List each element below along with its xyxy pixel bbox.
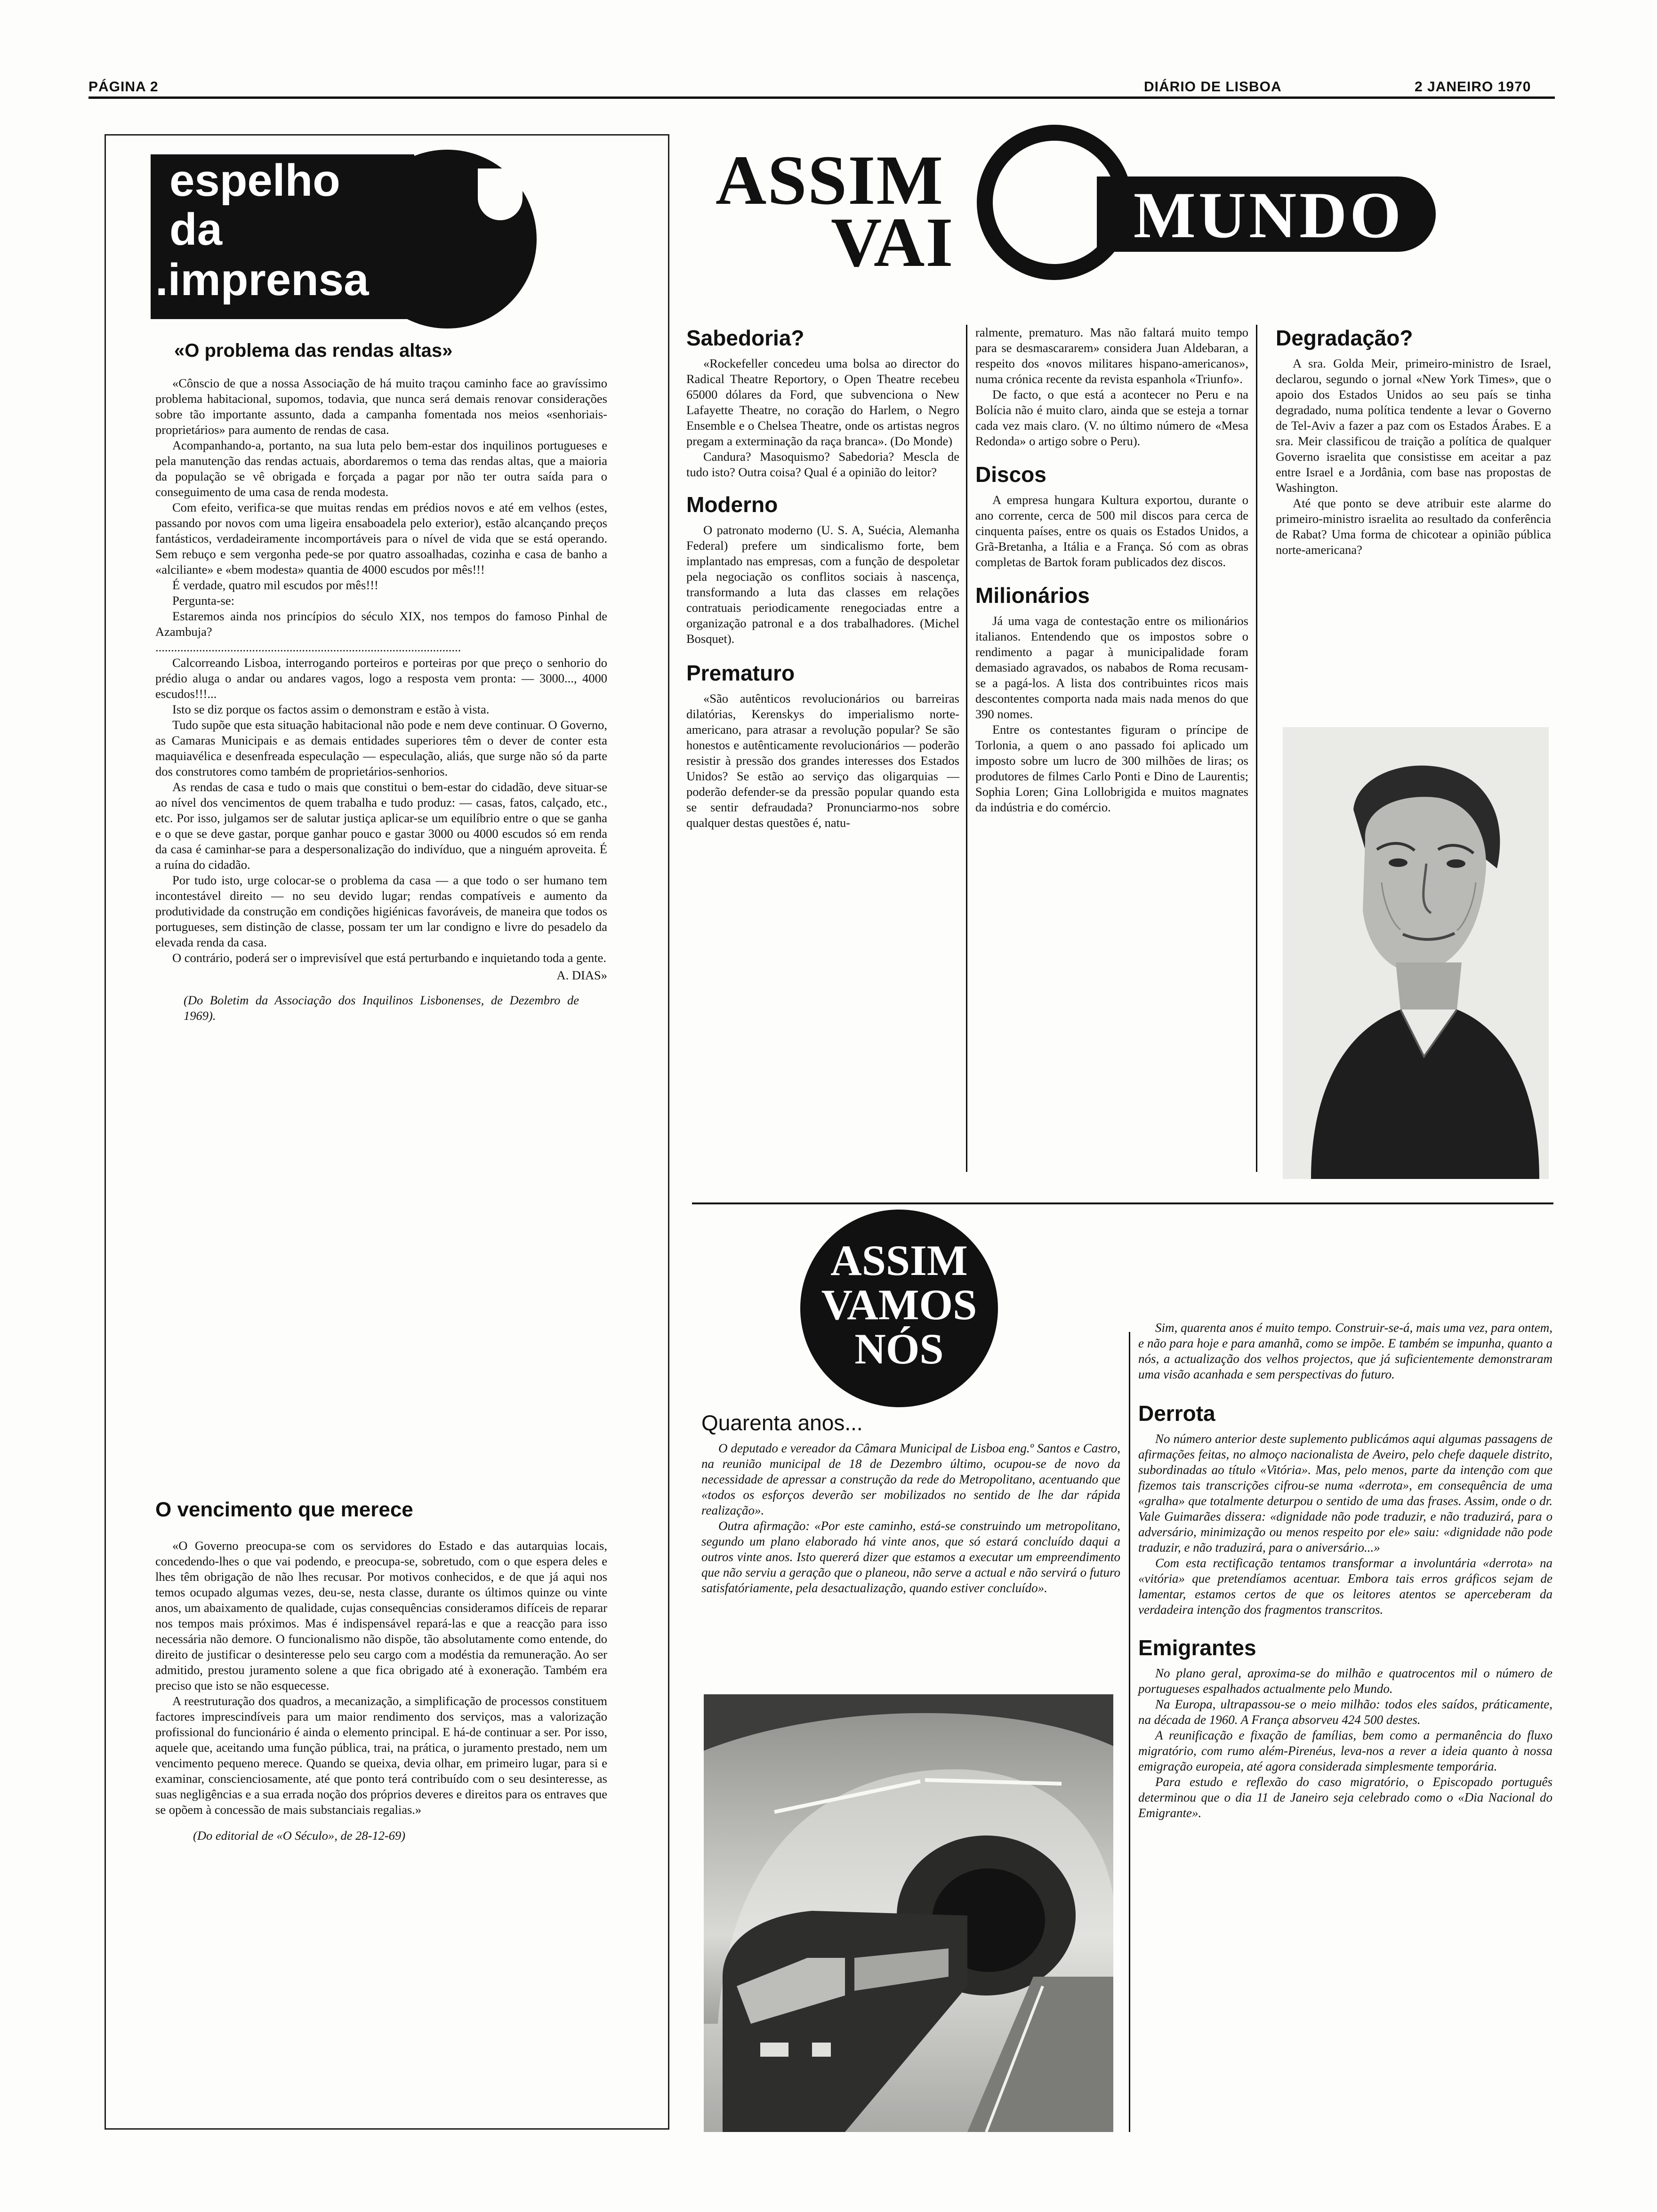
paragraph: É verdade, quatro mil escudos por mês!!! xyxy=(172,578,378,592)
paragraph: Na Europa, ultrapassou-se o meio milhão: todos eles saídos, práticamente, na década de 1960. A França absorveu 424 500 destes. xyxy=(1138,1697,1552,1727)
metro-station-photo xyxy=(704,1694,1113,2132)
paragraph: Sim, quarenta anos é muito tempo. Construir-se-á, mais uma vez, para ontem, e não para hoje e para amanhã, como se impõe. E também se impunha, quanto a nós, a actualização dos velhos projectos, que já suficientemente demonstraram uma visão acanhada e sem perspectivas do futuro. xyxy=(1138,1321,1552,1381)
article-source: (Do Boletim da Associação dos Inquilinos Lisbonenses, de Dezembro de 1969). xyxy=(184,993,579,1023)
article-vencimento xyxy=(155,1497,607,1843)
paragraph: Entre os contestantes figuram o príncipe de Torlonia, a quem o ano passado foi aplicado um imposto sobre um lucro de 300 milhões de liras; os produtores de filmes Carlo Ponti e Dino de Laurentis; Sophia Loren; Gina Lollobrigida e muitos magnates da indústria e do comércio. xyxy=(975,722,1248,814)
paragraph: No número anterior deste suplemento publicámos aqui algumas passagens de afirmações feitas, no almoço nacionalista de Aveiro, pelo chefe daquele distrito, subordinadas ao título «Vitória». Mas, pelo menos, parte da intenção com que fizemos tais transcrições cifrou-se numa «derrota», em consequência de uma «gralha» que totalmente deturpou o sentido de uma das frases. Assim, onde o dr. Vale Guimarães dissera: «dignidade não pode traduzir, e não traduzirá, para o adversário, minimização ou menos respeito por ele» saiu: «dignidade não pode traduzir, e não traduzirá, para o aniversário...» xyxy=(1138,1432,1552,1555)
paragraph: A reestruturação dos quadros, a mecanização, a simplificação de processos constituem factores imprescindíveis para um maior rendimento dos serviços, mas a valorização profissional do funcionário é ainda o elemento principal. E há-de continuar a ser. Por isso, aquele que, aceitando uma função pública, trai, na prática, o juramento prestado, nem um vencimento pequeno merece. Quando se queixa, devia olhar, em primeiro lugar, para si e examinar, conscienciosamente, até que ponto terá contribuído com o seu desinteresse, as suas negligências e a sua errada noção dos próprios deveres e direitos para os entraves que se opõem à concessão de mais substanciais regalias.» xyxy=(155,1694,607,1817)
paragraph: Isto se diz porque os factos assim o demonstram e estão à vista. xyxy=(172,702,490,716)
paragraph: «O Governo preocupa-se com os servidores do Estado e das autarquias locais, concedendo-lhes o que vai podendo, e preocupa-se, sobretudo, com o que espera deles e lhes têm obrigação de não lhes recusar. Por motivos conhecidos, e de que já aqui nos temos ocupado algumas vezes, deu-se, nesta classe, durante os últimos quinze ou vinte anos, um abaixamento de qualidade, cujas consequências consideramos difíceis de reparar nos tempos mais próximos. Mas é indispensável repará-las e que a reacção para isso necessária não demore. O funcionalismo não dispõe, tão absolutamente como entende, do direito de justificar o desinteresse pelo seu cargo com a modéstia da remuneração. Ao ser admitido, prestou juramento solene a que fica obrigado até à exoneração. Também era preciso que isto se não esquecesse. xyxy=(155,1539,607,1692)
derrota-title: Derrota xyxy=(1138,1401,1215,1426)
article-vencimento-title: O vencimento que merece xyxy=(155,1498,413,1521)
paragraph: Estaremos ainda nos princípios do século XIX, nos tempos do famoso Pinhal de Azambuja? xyxy=(155,609,607,639)
quarenta-anos-title: Quarenta anos... xyxy=(701,1411,863,1435)
dotted-separator: .................................................................................................. xyxy=(155,640,461,654)
paragraph: Com efeito, verifica-se que muitas rendas em prédios novos e até em velhos (estes, passando por novos com uma ligeira ensaboadela pelo exterior), estão alcançando preços fantásticos, verdadeiramente incomportáveis para o nível de vida que se está operando. Sem rebuço e sem vergonha pede-se por quatro assoalhadas, cozinha e casa de banho a «alciliante» e «bem modesta» quantia de 4000 escudos por mês!!! xyxy=(155,500,607,577)
article-rendas-altas-title: «O problema das rendas altas» xyxy=(174,340,453,361)
column-divider xyxy=(1256,325,1257,1172)
paragraph: Tudo supõe que esta situação habitacional não pode e nem deve continuar. O Governo, as Camaras Municipais e as demais entidades superiores têm o dever de conter esta maquiavélica e desenfreada especulação — especulação, aliás, que surge não só da parte dos construtores como também de proprietários-senhorios. xyxy=(155,718,607,778)
paragraph: Já uma vaga de contestação entre os milionários italianos. Entendendo que os impostos sobre o rendimento a pagar à municipalidade foram demasiado agravados, os nababos de Roma recusam-se a pagá-los. A lista dos contribuintes ricos mais descontentes comporta nada mais nada menos do que 390 nomes. xyxy=(975,614,1248,721)
logo-line3: NÓS xyxy=(854,1325,944,1373)
paragraph: Outra afirmação: «Por este caminho, está-se construindo um metropolitano, segundo um plano elaborado há vinte anos, que só estará concluído daqui a outros vinte anos. Isto quererá dizer que estamos a executar um empreendimento que não serviu a geração que o planeou, não serve a actual e não servirá o futuro satisfatóriamente, pela desactualização, quando estiver concluído». xyxy=(701,1519,1120,1595)
logo-assim: ASSIM xyxy=(716,141,944,219)
metro-image xyxy=(704,1694,1113,2132)
newspaper-name: DIÁRIO DE LISBOA xyxy=(1144,79,1282,95)
paragraph: A reunificação e fixação de famílias, bem como a permanência do fluxo migratório, com rumo além-Pirenéus, leva-nos a rever a ideia quanto à nossa emigração europeia, até agora considerada simplesmente temporária. xyxy=(1138,1728,1552,1773)
paragraph: Acompanhando-a, portanto, na sua luta pelo bem-estar dos inquilinos portugueses e pela manutenção das rendas actuais, abordaremos o tema das rendas altas, que a maioria da população se vê obrigada e forçada a pagar por não ter outra saída para o conseguimento de uma casa de renda modesta. xyxy=(155,438,607,499)
quarenta-anos-article xyxy=(701,1410,1120,1596)
column-divider xyxy=(1129,1332,1130,2132)
degradacao-title: Degradação? xyxy=(1276,326,1413,350)
column-divider xyxy=(966,325,967,1172)
espelho-logo-line2: da xyxy=(169,204,223,255)
prematuro-title: Prematuro xyxy=(686,661,795,685)
golda-meir-photo xyxy=(1283,727,1549,1179)
page-number: PÁGINA 2 xyxy=(88,79,159,95)
paragraph: De facto, o que está a acontecer no Peru e na Bolícia não é muito claro, ainda que se esteja a tornar cada vez mais claro. (V. no último número de «Mesa Redonda» o artigo sobre o Peru). xyxy=(975,387,1248,448)
portrait-image xyxy=(1283,727,1549,1179)
mundo-column-1 xyxy=(686,325,959,831)
paragraph: Candura? Masoquismo? Sabedoria? Mescla de tudo isto? Outra coisa? Qual é a opinião do leitor? xyxy=(686,449,959,479)
espelho-logo-line1: espelho xyxy=(169,155,340,206)
paragraph: O contrário, poderá ser o imprevisível que está perturbando e inquietando toda a gente. xyxy=(172,951,607,965)
espelho-logo-line3: .imprensa xyxy=(155,255,369,305)
paragraph: A empresa hungara Kultura exportou, durante o ano corrente, cerca de 500 mil discos para cerca de cinquenta países, entre os quais os Estados Unidos, a Grã-Bretanha, a Itália e a França. Só com as obras completas de Bartok foram publicados dez discos. xyxy=(975,493,1248,569)
assim-vamos-nos-right-column xyxy=(1138,1320,1552,1821)
logo-vai: VAI xyxy=(831,203,954,281)
paragraph: Para estudo e reflexão do caso migratório, o Episcopado português determinou que o dia 11 de Janeiro seja celebrado como o «Dia Nacional do Emigrante». xyxy=(1138,1775,1552,1820)
paragraph: O deputado e vereador da Câmara Municipal de Lisboa eng.º Santos e Castro, na reunião municipal de 18 de Dezembro último, ocupou-se de novo da necessidade de apressar a construção da rede do Metropolitano, acentuando que «todos os esforços deverão ser mobilizados no sentido de lhe dar rápida realização». xyxy=(701,1441,1120,1517)
paragraph: Por tudo isto, urge colocar-se o problema da casa — a que todo o ser humano tem incontestável direito — no seu devido lugar; rendas compatíveis e aumento da produtividade da construção em condições higiénicas favoráveis, de maneira que todos os portugueses, sem distinção de classe, possam ter um lar condigno e livre do pesadelo da elevada renda da casa. xyxy=(155,873,607,949)
logo-line1: ASSIM xyxy=(830,1236,968,1284)
article-rendas-altas-body xyxy=(155,376,607,1024)
mundo-column-3 xyxy=(1276,325,1551,558)
paragraph: No plano geral, aproxima-se do milhão e quatrocentos mil o número de portugueses espalhados actualmente pelo Mundo. xyxy=(1138,1666,1552,1696)
assim-vamos-nos-logo xyxy=(800,1210,998,1407)
assim-vai-mundo-logo xyxy=(716,125,1450,285)
paragraph: Até que ponto se deve atribuir este alarme do primeiro-ministro israelita ao resultado da conferência de Rabat? Uma forma de chicotear a opinião pública norte-americana? xyxy=(1276,496,1551,557)
article-source: (Do editorial de «O Século», de 28-12-69) xyxy=(193,1828,406,1843)
paragraph: Com esta rectificação tentamos transformar a involuntária «derrota» na «vitória» que pretendíamos acentuar. Embora tais erros gráficos sejam de lamentar, estamos certos de que os leitores atentos se aperceberam da verdadeira intenção dos fragmentos transcritos. xyxy=(1138,1556,1552,1617)
paragraph: «Cônscio de que a nossa Associação de há muito traçou caminho face ao gravíssimo problema habitacional, supomos, todavia, que nunca será demais renovar considerações sobre tão importante assunto, dada a campanha fomentada nos meios «senhoriais-proprietários» para aumento de rendas de casa. xyxy=(155,376,607,437)
paragraph: «São autênticos revolucionários ou barreiras dilatórias, Kerenskys do imperialismo norte-americano, para atrasar a revolução popular? Se são honestos e autênticamente revolucionários — poderão resistir à pressão dos grandes interesses dos Estados Unidos? Se estão ao serviço das oligarquias — poderão defender-se da pressão popular quando esta se sentir defraudada? Pronunciarmo-nos sobre qualquer destas questões é, natu- xyxy=(686,691,959,830)
article-vencimento-body xyxy=(155,1538,607,1843)
section-rule xyxy=(692,1202,1553,1204)
discos-title: Discos xyxy=(975,462,1046,487)
paragraph: ralmente, prematuro. Mas não faltará muito tempo para se desmascararem» considera Juan Aldebaran, a respeito dos «novos militares hispano-americanos», numa crónica recente da revista espanhola «Triunfo». xyxy=(975,325,1248,386)
paragraph: «Rockefeller concedeu uma bolsa ao director do Radical Theatre Reportory, o Open Theatre recebeu 65000 dólares da Ford, que subvenciona o New Lafayette Theatre, no coração do Harlem, o Negro Ensemble e o Chelsea Theatre, onde os artistas negros pregam a exterminação da raça branca». (Do Monde) xyxy=(686,356,959,448)
paragraph: As rendas de casa e tudo o mais que constitui o bem-estar do cidadão, deve situar-se ao nível dos vencimentos de quem trabalha e tudo produz: — casas, fatos, calçado, etc., etc. Por isso, julgamos ser de salutar justiça aplicar-se um equilíbrio entre o que se ganha e o que se deve gastar, porque ganhar pouco e gastar 3000 ou 4000 escudos só em renda da casa é caminhar-se para a despersonalização do indivíduo, que a ninguém aproveita. É a ruína do cidadão. xyxy=(155,780,607,872)
logo-mundo: MUNDO xyxy=(1133,179,1404,252)
moderno-title: Moderno xyxy=(686,492,778,517)
article-rendas-altas xyxy=(155,339,607,1024)
paragraph: O patronato moderno (U. S. A, Suécia, Alemanha Federal) prefere um sindicalismo forte, bem implantado nas empresas, com a função de despoletar pela negociação os conflitos sociais à nascença, transformando a luta das classes em relações contratuais periodicamente renegociadas entre a organização patronal e a dos trabalhadores. (Michel Bosquet). xyxy=(686,523,959,646)
header-rule xyxy=(88,96,1555,99)
paragraph: Calcorreando Lisboa, interrogando porteiros e porteiras por que preço o senhorio do prédio aluga o andar ou andares vagos, logo a resposta vem pronta: — 3000..., 4000 escudos!!!... xyxy=(155,656,607,701)
mundo-column-2 xyxy=(975,325,1248,815)
logo-line2: VAMOS xyxy=(821,1281,977,1329)
espelho-logo xyxy=(151,154,537,319)
sabedoria-title: Sabedoria? xyxy=(686,326,804,350)
emigrantes-title: Emigrantes xyxy=(1138,1635,1256,1660)
paragraph: A sra. Golda Meir, primeiro-ministro de Israel, declarou, segundo o jornal «New York Times», que o apoio dos Estados Unidos ao seu país se tinha degradado, numa política tendente a levar o Governo de Tel-Aviv a fazer a paz com os Estados Árabes. E a sra. Meir classificou de traição a política de qualquer Governo israelita que consistisse em aceitar a paz entre Israel e a Jordânia, com base nas propostas de Washington. xyxy=(1276,356,1551,495)
article-signature: A. DIAS» xyxy=(556,968,607,982)
paragraph: Pergunta-se: xyxy=(172,593,234,608)
milionarios-title: Milionários xyxy=(975,583,1090,608)
issue-date: 2 JANEIRO 1970 xyxy=(1415,79,1531,95)
